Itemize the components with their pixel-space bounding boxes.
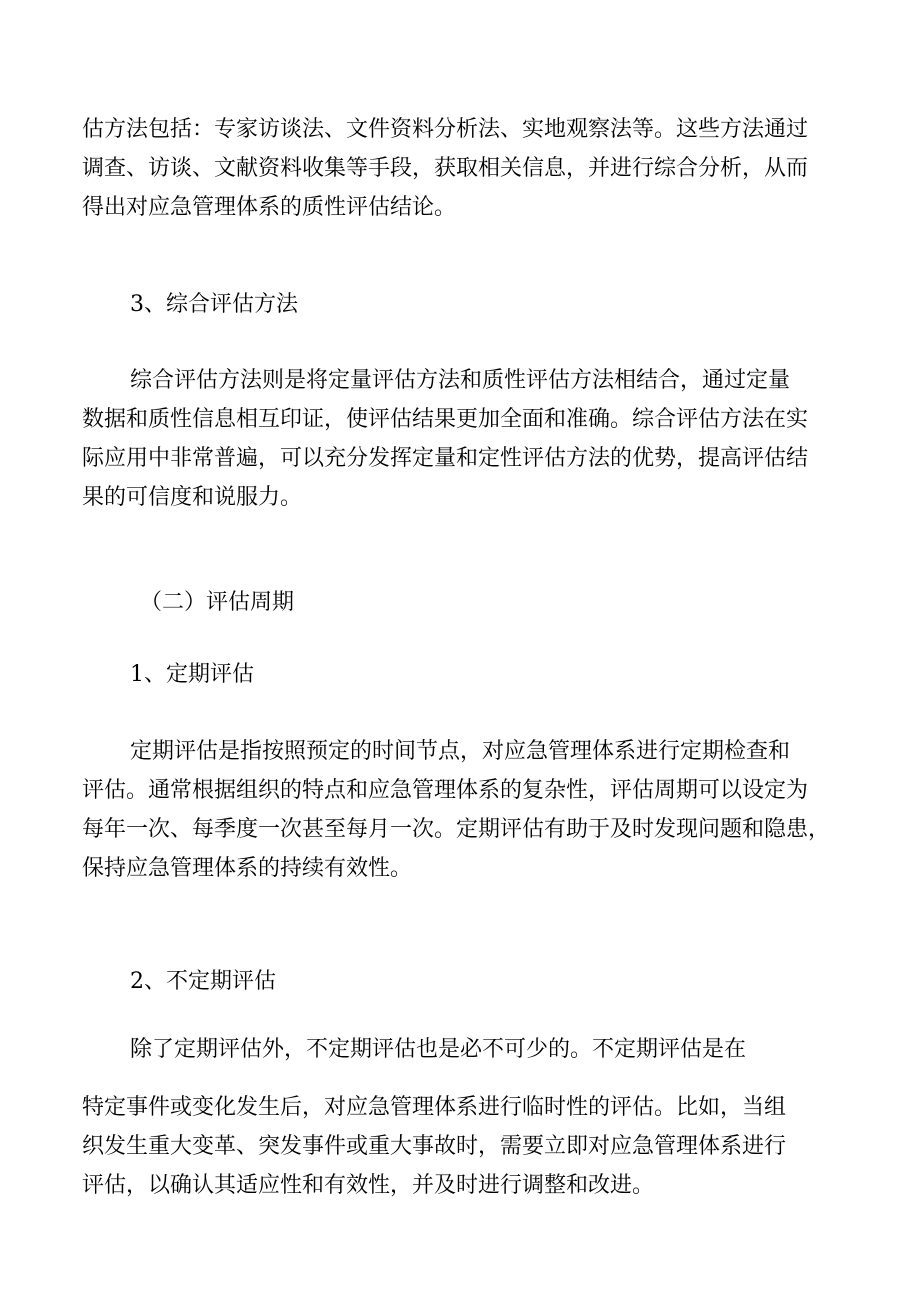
text-line: 际应用中非常普遍，可以充分发挥定量和定性评估方法的优势，提高评估结 bbox=[82, 446, 809, 471]
text-line: 调查、访谈、文献资料收集等手段，获取相关信息，并进行综合分析，从而 bbox=[82, 156, 809, 181]
paragraph-irregular-intro bbox=[130, 1030, 746, 1069]
heading-text: 1、定期评估 bbox=[130, 662, 254, 687]
text-line: 评估。通常根据组织的特点和应急管理体系的复杂性，评估周期可以设定为 bbox=[82, 778, 809, 803]
text-line: 每年一次、每季度一次甚至每月一次。定期评估有助于及时发现问题和隐患， bbox=[82, 817, 831, 842]
section-heading-irregular bbox=[130, 962, 276, 1001]
text-line: 定期评估是指按照预定的时间节点，对应急管理体系进行定期检查和 bbox=[130, 739, 791, 764]
paragraph-comprehensive-methods bbox=[82, 361, 808, 517]
text-line: 保持应急管理体系的持续有效性。 bbox=[82, 856, 413, 881]
heading-text: （二）评估周期 bbox=[140, 590, 295, 615]
text-line: 特定事件或变化发生后，对应急管理体系进行临时性的评估。比如，当组 bbox=[82, 1095, 787, 1120]
heading-text: 2、不定期评估 bbox=[130, 969, 276, 994]
section-heading-periodic bbox=[130, 655, 254, 694]
paragraph-qualitative-methods bbox=[82, 110, 808, 227]
section-heading-cycle bbox=[140, 583, 294, 622]
text-line: 评估，以确认其适应性和有效性，并及时进行调整和改进。 bbox=[82, 1173, 655, 1198]
text-line: 数据和质性信息相互印证，使评估结果更加全面和准确。综合评估方法在实 bbox=[82, 407, 809, 432]
text-line: 织发生重大变革、突发事件或重大事故时，需要立即对应急管理体系进行 bbox=[82, 1134, 787, 1159]
text-line: 综合评估方法则是将定量评估方法和质性评估方法相结合，通过定量 bbox=[130, 368, 791, 393]
text-line: 估方法包括：专家访谈法、文件资料分析法、实地观察法等。这些方法通过 bbox=[82, 117, 809, 142]
text-line: 果的可信度和说服力。 bbox=[82, 485, 303, 510]
paragraph-irregular-evaluation bbox=[82, 1088, 786, 1205]
text-line: 得出对应急管理体系的质性评估结论。 bbox=[82, 195, 457, 220]
heading-text: 3、综合评估方法 bbox=[130, 292, 298, 317]
paragraph-periodic-evaluation bbox=[82, 732, 830, 888]
section-heading-comprehensive bbox=[130, 285, 298, 324]
text-line: 除了定期评估外，不定期评估也是必不可少的。不定期评估是在 bbox=[130, 1037, 747, 1062]
